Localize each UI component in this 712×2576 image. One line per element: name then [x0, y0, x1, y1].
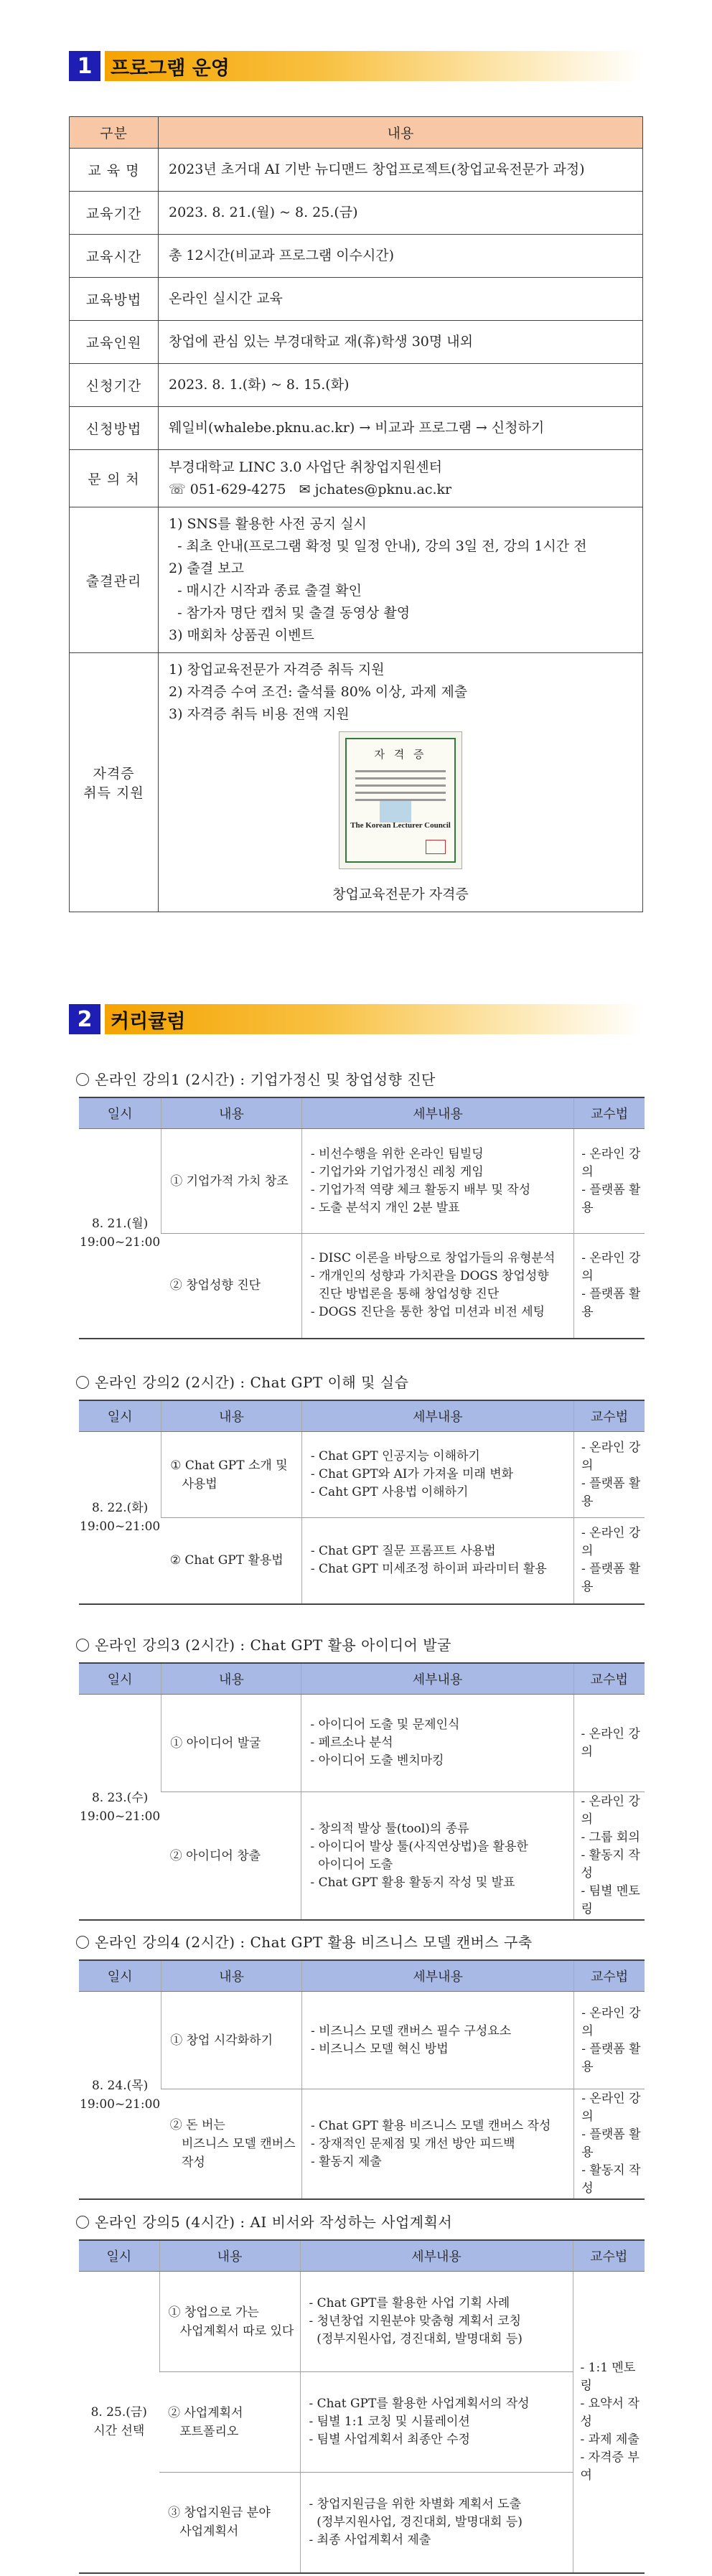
lecture-detail-line: - Caht GPT 사용법 이해하기: [310, 1485, 469, 1499]
lecture-detail-line: - 기업가적 역량 체크 활동지 배부 및 작성: [310, 1182, 531, 1197]
row-label: 출결관리: [70, 507, 159, 653]
lecture-details: [301, 1129, 573, 1234]
lecture-content: [161, 1695, 301, 1792]
row-content: [159, 653, 643, 912]
lecture-date-line: 시간 선택: [93, 2424, 145, 2439]
lecture-detail-line: - 아이디어 발상 툴(사직연상법)을 활용한: [310, 1839, 528, 1854]
lecture-content: [161, 2089, 302, 2200]
header-detail: 세부내용: [301, 1097, 573, 1129]
lecture-method-line: - 온라인 강의: [581, 1146, 641, 1179]
lecture-date-line: 8. 21.(월): [91, 1217, 149, 1232]
lecture-title-text: 온라인 강의4 (2시간) : Chat GPT 활용 비즈니스 모델 캔버스 구축: [95, 1934, 533, 1951]
row-line: 3) 매회차 상품권 이벤트: [169, 627, 314, 643]
row-label: 신청기간: [70, 364, 159, 407]
lecture-method-line: - 온라인 강의: [581, 1794, 640, 1827]
lecture-content-line: ② 창업성향 진단: [169, 1278, 261, 1293]
row-line: 2023. 8. 21.(월) ~ 8. 25.(금): [169, 205, 358, 220]
lecture-content-line: 사업계획서 따로 있다: [168, 2323, 294, 2338]
lecture-date-line: 8. 24.(목): [91, 2079, 149, 2093]
certificate-caption: 창업교육전문가 자격증: [332, 886, 469, 902]
header-content: 내용: [161, 1097, 302, 1129]
lecture-detail-line: - 창의적 발상 툴(tool)의 종류: [310, 1821, 469, 1836]
header-method: 교수법: [574, 1400, 645, 1432]
lecture-content: [161, 1792, 301, 1921]
header-content: 내용: [161, 1400, 302, 1432]
certificate-line: [355, 770, 446, 772]
certificate-text-lines: [355, 765, 446, 806]
row-line: 부경대학교 LINC 3.0 사업단 취창업지원센터: [169, 459, 442, 475]
lecture-content: [161, 1129, 302, 1234]
section2-title: 커리큘럼: [105, 1004, 643, 1034]
lecture-content-line: ① 창업으로 가는: [168, 2305, 259, 2320]
row-line: ☏ 051-629-4275 ✉ jchates@pknu.ac.kr: [169, 481, 452, 497]
section1-number: 1: [69, 51, 100, 81]
lecture-date-line: 19:00~21:00: [80, 1809, 161, 1824]
lecture-method-line: - 그룹 회의: [581, 1830, 640, 1845]
certificate-line: [355, 792, 446, 794]
lecture-content: [161, 1518, 302, 1604]
lecture-content: [159, 2272, 300, 2372]
row-content: [159, 149, 643, 192]
header-detail: 세부내용: [302, 1960, 574, 1992]
lecture-detail-line: 아이디어 도출: [310, 1857, 393, 1872]
lecture-detail-line: (정부지원사업, 경진대회, 발명대회 등): [309, 2332, 523, 2346]
row-line: 웨일비(whalebe.pknu.ac.kr) → 비교과 프로그램 → 신청하기: [169, 420, 545, 436]
header-method: 교수법: [573, 2240, 645, 2272]
lecture-content: [161, 1432, 302, 1518]
certificate-title: 자 격 증: [374, 748, 427, 761]
lecture-detail-line: - 기업가와 기업가정신 레칭 게임: [310, 1164, 484, 1179]
lecture-methods: [574, 1518, 645, 1604]
row-line: 총 12시간(비교과 프로그램 이수시간): [169, 248, 395, 263]
row-label: 교육시간: [70, 235, 159, 278]
lecture-detail-line: - Chat GPT 질문 프롬프트 사용법: [310, 1544, 496, 1559]
lecture-detail-line: 진단 방법론을 통해 창업성향 진단: [310, 1287, 500, 1302]
bullet-circle-icon: [76, 1073, 89, 1086]
lecture-table: [79, 1959, 645, 2200]
lecture-row: [79, 1129, 645, 1234]
lecture-detail-line: - Chat GPT를 활용한 사업계획서의 작성: [309, 2397, 530, 2411]
program-table-body: [70, 149, 643, 912]
row-label: 교육기간: [70, 192, 159, 235]
lecture-title: [76, 1634, 451, 1654]
lecture-methods: [573, 2272, 645, 2573]
lecture-method-line: - 플랫폼 활용: [581, 1562, 641, 1595]
lecture-detail-line: - Chat GPT 활용 활동지 작성 및 발표: [310, 1875, 515, 1890]
lecture-methods: [574, 1129, 645, 1234]
lecture-detail-line: - 팀별 사업계획서 최종안 수정: [309, 2432, 470, 2447]
lecture-content: [159, 2473, 300, 2573]
lecture-method-line: - 온라인 강의: [581, 1526, 641, 1559]
row-line: 창업에 관심 있는 부경대학교 재(휴)학생 30명 내외: [169, 334, 473, 350]
lecture-table-header: [79, 1097, 645, 1129]
lecture-method-line: - 플랫폼 활용: [581, 1182, 641, 1215]
header-category: 구분: [70, 117, 159, 149]
lecture-title-text: 온라인 강의5 (4시간) : AI 비서와 작성하는 사업계획서: [95, 2214, 453, 2231]
row-line: 1) SNS를 활용한 사전 공지 실시: [169, 516, 367, 532]
lecture-method-line: - 온라인 강의: [581, 1726, 640, 1759]
lecture-method-line: - 1:1 멘토링: [580, 2360, 636, 2393]
lecture-table: [79, 1097, 645, 1339]
row-line: 2023년 초거대 AI 기반 뉴디맨드 창업프로젝트(창업교육전문가 과정): [169, 161, 585, 177]
lecture-table: [79, 2239, 645, 2574]
lecture-date-line: 8. 25.(금): [90, 2405, 147, 2420]
row-content: [159, 450, 643, 507]
program-row: [70, 364, 643, 407]
lecture-details: [301, 1234, 573, 1339]
row-line: - 참가자 명단 캡처 및 출결 동영상 촬영: [169, 605, 411, 621]
lecture-methods: [574, 2089, 645, 2200]
lecture-method-line: - 온라인 강의: [581, 1251, 641, 1284]
lecture-method-line: - 자격증 부여: [580, 2450, 640, 2483]
lecture-content-line: ③ 창업지원금 분야: [168, 2506, 271, 2521]
lecture-detail-line: - 아이디어 도출 벤치마킹: [310, 1753, 444, 1768]
bullet-circle-icon: [76, 2216, 89, 2229]
lecture-title: [76, 1931, 533, 1952]
lecture-detail-line: (정부지원사업, 경진대회, 발명대회 등): [309, 2514, 523, 2529]
row-label: 신청방법: [70, 407, 159, 450]
lecture-title: [76, 1068, 436, 1089]
lecture-detail-line: - 청년창업 지원분야 맞춤형 계획서 코칭: [309, 2314, 522, 2328]
lecture-method-line: - 과제 제출: [580, 2432, 640, 2447]
lecture-method-line: - 요약서 작성: [580, 2396, 640, 2429]
lecture-title-text: 온라인 강의3 (2시간) : Chat GPT 활용 아이디어 발굴: [95, 1636, 451, 1654]
lecture-date: [79, 1992, 161, 2200]
header-date: 일시: [79, 1663, 161, 1695]
lecture-table-header: [79, 2240, 645, 2272]
lecture-detail-line: - 페르소나 분석: [310, 1736, 393, 1750]
lecture-method-line: - 온라인 강의: [581, 1440, 641, 1473]
lecture-content: [161, 1234, 302, 1339]
lecture-method-line: - 온라인 강의: [581, 2092, 641, 2124]
lecture-date-line: 8. 23.(수): [91, 1790, 149, 1805]
lecture-detail-line: - Chat GPT를 활용한 사업 기획 사례: [309, 2296, 510, 2310]
lecture-content-line: 작성: [169, 2155, 205, 2170]
lecture-date: [79, 2272, 159, 2573]
lecture-date: [79, 1129, 161, 1339]
lecture-detail-line: - DISC 이론을 바탕으로 창업가들의 유형분석: [310, 1251, 556, 1266]
lecture-detail-line: - 비즈니스 모델 혁신 방법: [311, 2041, 449, 2056]
header-date: 일시: [79, 1097, 161, 1129]
lecture-table-header: [79, 1400, 645, 1432]
program-row: [70, 192, 643, 235]
lecture-details: [300, 2372, 573, 2473]
lecture-detail-line: - Chat GPT 인공지능 이해하기: [310, 1449, 480, 1463]
lecture-date-line: 8. 22.(화): [91, 1501, 149, 1516]
lecture-detail-line: - 창업지원금을 위한 차별화 계획서 도출: [309, 2496, 522, 2511]
lecture-methods: [573, 1792, 645, 1921]
lecture-method-line: - 온라인 강의: [581, 2005, 641, 2038]
row-line: 1) 창업교육전문가 자격증 취득 지원: [169, 662, 385, 678]
lecture-content-line: ① Chat GPT 소개 및: [170, 1458, 288, 1473]
row-content: [159, 278, 643, 321]
lecture-title: [76, 2211, 452, 2231]
lecture-content-line: 포트폴리오: [168, 2424, 239, 2439]
lecture-detail-line: - 비선수행을 위한 온라인 팀빌딩: [310, 1146, 484, 1161]
lecture-methods: [574, 1992, 645, 2089]
lecture-table-header: [79, 1663, 645, 1695]
lecture-details: [301, 1792, 573, 1921]
lecture-details: [302, 2089, 574, 2200]
header-method: 교수법: [574, 1960, 645, 1992]
lecture-methods: [573, 1695, 645, 1792]
header-detail: 세부내용: [301, 1663, 573, 1695]
certificate-line: [355, 784, 446, 787]
header-detail: 세부내용: [301, 1400, 573, 1432]
header-content: 내용: [161, 1960, 302, 1992]
header-content: 내용: [161, 1663, 301, 1695]
lecture-table: [79, 1662, 645, 1921]
lecture-row: [79, 1992, 645, 2089]
program-row: [70, 278, 643, 321]
program-row: [70, 507, 643, 653]
lecture-method-line: - 팀별 멘토링: [581, 1884, 640, 1916]
lecture-date-line: 19:00~21:00: [80, 1519, 161, 1535]
row-line: - 매시간 시작과 종료 출결 확인: [169, 583, 362, 599]
program-table-header: [70, 117, 643, 149]
lecture-detail-line: - 활동지 제출: [311, 2154, 382, 2169]
lecture-method-line: - 플랫폼 활용: [581, 2127, 641, 2160]
lecture-detail-line: - Chat GPT 미세조정 하이퍼 파라미터 활용: [310, 1562, 547, 1577]
header-method: 교수법: [574, 1097, 645, 1129]
lecture-title-text: 온라인 강의1 (2시간) : 기업가정신 및 창업성향 진단: [95, 1071, 436, 1088]
lecture-details: [301, 1432, 573, 1518]
lecture-row: [79, 2372, 645, 2473]
bullet-circle-icon: [76, 1936, 89, 1949]
lecture-content-line: ② 돈 버는: [169, 2118, 225, 2132]
lecture-method-line: - 활동지 작성: [581, 2163, 641, 2196]
program-table: [69, 116, 643, 912]
lecture-details: [300, 2473, 573, 2573]
row-content: [159, 321, 643, 364]
row-content: [159, 364, 643, 407]
row-label: 교육인원: [70, 321, 159, 364]
lecture-detail-line: - 비즈니스 모델 캔버스 필수 구성요소: [311, 2023, 512, 2038]
lecture-content-line: ① 창업 시각화하기: [170, 2033, 273, 2048]
header-detail: 세부내용: [300, 2240, 573, 2272]
row-label: 교 육 명: [70, 149, 159, 192]
lecture-details: [300, 2272, 573, 2372]
header-date: 일시: [79, 2240, 159, 2272]
lecture-date: [79, 1432, 161, 1604]
row-label: 교육방법: [70, 278, 159, 321]
row-content: [159, 235, 643, 278]
lecture-date-line: 19:00~21:00: [80, 1235, 161, 1250]
lecture-method-line: - 플랫폼 활용: [581, 1476, 641, 1509]
lecture-details: [301, 1518, 573, 1604]
row-content: [159, 507, 643, 653]
lecture-details: [301, 1695, 573, 1792]
lecture-detail-line: - 도출 분석지 개인 2분 발표: [310, 1200, 460, 1215]
row-line: 2023. 8. 1.(화) ~ 8. 15.(화): [169, 377, 350, 393]
section2-header: [69, 1003, 643, 1035]
lecture-method-line: - 플랫폼 활용: [581, 2041, 641, 2074]
lecture-content-line: ② 아이디어 창출: [169, 1848, 261, 1863]
header-date: 일시: [79, 1400, 161, 1432]
bullet-circle-icon: [76, 1639, 89, 1652]
row-line: 온라인 실시간 교육: [169, 291, 283, 306]
row-content: [159, 192, 643, 235]
lecture-content-line: ② Chat GPT 활용법: [169, 1553, 284, 1568]
lecture-date-line: 19:00~21:00: [80, 2097, 161, 2112]
certificate-image: [339, 731, 462, 869]
program-row: [70, 149, 643, 192]
lecture-row: [79, 1695, 645, 1792]
lecture-content-line: ① 기업가적 가치 창조: [170, 1174, 289, 1189]
lecture-method-line: - 플랫폼 활용: [581, 1287, 641, 1320]
section2-number: 2: [69, 1004, 100, 1034]
lecture-row: [79, 2089, 645, 2200]
program-row: [70, 321, 643, 364]
lecture-detail-line: - 개개인의 성향과 가치관을 DOGS 창업성향: [310, 1269, 549, 1284]
row-content: [159, 407, 643, 450]
lecture-date: [79, 1695, 161, 1921]
row-line: - 최초 안내(프로그램 확정 및 일정 안내), 강의 3일 전, 강의 1시간 전: [169, 538, 587, 554]
lecture-content-line: ① 아이디어 발굴: [170, 1736, 261, 1751]
lecture-content-line: ② 사업계획서: [168, 2405, 243, 2420]
lecture-content-line: 사업계획서: [168, 2524, 239, 2539]
lecture-detail-line: - 장재적인 문제점 및 개선 방안 피드백: [311, 2136, 515, 2151]
lecture-method-line: - 활동지 작성: [581, 1848, 640, 1881]
program-row: [70, 235, 643, 278]
lecture-row: [79, 1518, 645, 1604]
lecture-row: [79, 1234, 645, 1339]
header-method: 교수법: [573, 1663, 645, 1695]
lecture-content: [159, 2372, 300, 2473]
lecture-content-line: 사용법: [170, 1476, 217, 1491]
row-line: 2) 출결 보고: [169, 561, 244, 576]
lecture-methods: [574, 1234, 645, 1339]
lecture-detail-line: - 아이디어 도출 및 문제인식: [310, 1718, 460, 1732]
lecture-content: [161, 1992, 302, 2089]
bullet-circle-icon: [76, 1376, 89, 1389]
section1-header: [69, 50, 643, 82]
lecture-row: [79, 1792, 645, 1921]
lecture-detail-line: - Chat GPT 활용 비즈니스 모델 캔버스 작성: [311, 2118, 551, 2133]
lecture-detail-line: - DOGS 진단을 통한 창업 미션과 비전 세팅: [310, 1305, 545, 1320]
row-line: 3) 자격증 취득 비용 전액 지원: [169, 706, 350, 722]
header-date: 일시: [79, 1960, 161, 1992]
lecture-detail-line: - Chat GPT와 AI가 가져올 미래 변화: [310, 1467, 514, 1481]
header-content: 내용: [159, 117, 643, 149]
certificate-stamp: [426, 840, 446, 854]
lecture-row: [79, 1432, 645, 1518]
lecture-detail-line: - 최종 사업계획서 제출: [309, 2532, 431, 2547]
lecture-content-line: 비즈니스 모델 캔버스: [169, 2137, 296, 2151]
row-line: 2) 자격증 수여 조건: 출석률 80% 이상, 과제 제출: [169, 684, 468, 700]
program-row: [70, 450, 643, 507]
section1-title: 프로그램 운영: [105, 51, 643, 81]
lecture-details: [302, 1992, 574, 2089]
lecture-row: [79, 2473, 645, 2573]
certificate-line: [355, 777, 446, 779]
program-row: [70, 653, 643, 912]
lecture-row: [79, 2272, 645, 2372]
certificate-org: The Korean Lecturer Council: [350, 821, 451, 830]
row-label: 문 의 처: [70, 450, 159, 507]
lecture-methods: [574, 1432, 645, 1518]
lecture-title-text: 온라인 강의2 (2시간) : Chat GPT 이해 및 실습: [95, 1374, 409, 1391]
lecture-table: [79, 1400, 645, 1605]
lecture-detail-line: - 팀별 1:1 코칭 및 시뮬레이션: [309, 2415, 470, 2429]
certificate-figure: [169, 726, 632, 906]
program-row: [70, 407, 643, 450]
lecture-title: [76, 1371, 408, 1392]
row-label: 자격증 취득 지원: [70, 653, 159, 912]
lecture-table-header: [79, 1960, 645, 1992]
header-content: 내용: [159, 2240, 300, 2272]
